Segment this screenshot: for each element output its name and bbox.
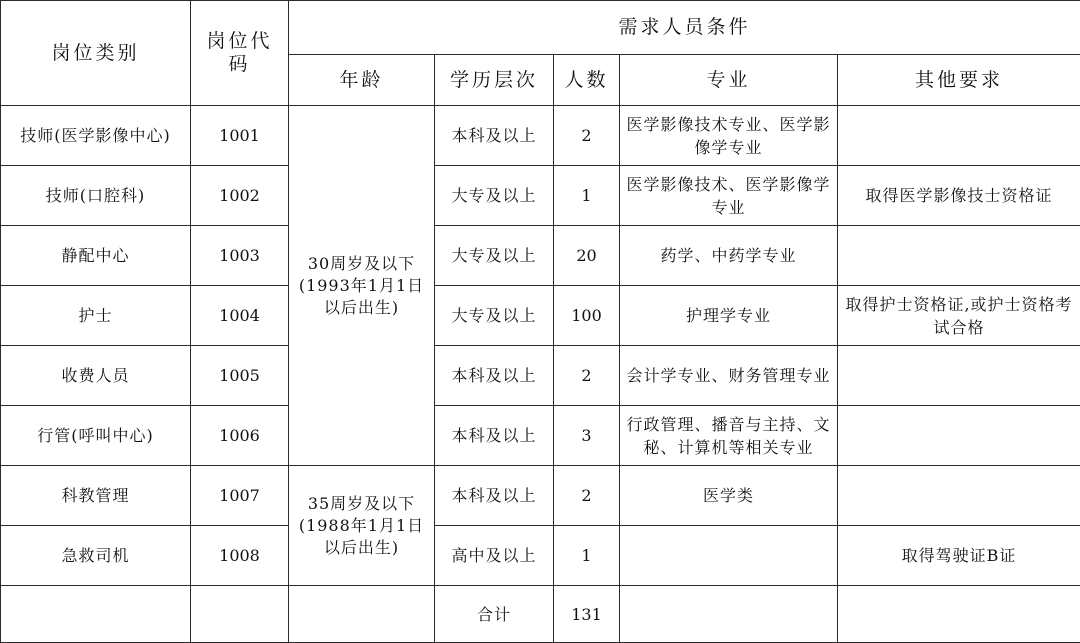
- cell-major: [620, 526, 838, 586]
- cell-age-group-1: [289, 106, 435, 466]
- age-group-1-line2: (1993年1月1日以后出生): [298, 275, 425, 317]
- cell-education: 本科及以上: [435, 106, 554, 166]
- cell-category: 收费人员: [1, 346, 191, 406]
- cell-other: 取得驾驶证B证: [838, 526, 1080, 586]
- cell-other: 取得护士资格证,或护士资格考试合格: [838, 286, 1080, 346]
- cell-code: 1003: [191, 226, 289, 286]
- cell-other: [838, 346, 1080, 406]
- cell-code: 1001: [191, 106, 289, 166]
- header-education: 学历层次: [435, 55, 554, 106]
- cell-code: 1002: [191, 166, 289, 226]
- cell-other: [838, 406, 1080, 466]
- table-row: [1, 526, 1080, 586]
- cell-age-group-2: [289, 466, 435, 586]
- header-count: 人数: [554, 55, 620, 106]
- cell-category: 护士: [1, 286, 191, 346]
- cell-count: 2: [554, 106, 620, 166]
- cell-category: 急救司机: [1, 526, 191, 586]
- header-row-1: [1, 1, 1080, 55]
- cell-count: 1: [554, 526, 620, 586]
- cell-code: 1007: [191, 466, 289, 526]
- cell-education: 本科及以上: [435, 346, 554, 406]
- cell-count: 100: [554, 286, 620, 346]
- table-row: [1, 106, 1080, 166]
- cell-other: [838, 466, 1080, 526]
- header-category: 岗位类别: [1, 1, 191, 106]
- age-group-2-line1: 35周岁及以下: [307, 493, 416, 513]
- cell-education: 大专及以上: [435, 226, 554, 286]
- age-group-1-line1: 30周岁及以下: [307, 253, 416, 273]
- cell-major: 药学、中药学专业: [620, 226, 838, 286]
- cell-count: 1: [554, 166, 620, 226]
- cell-other: [838, 106, 1080, 166]
- table-row: [1, 286, 1080, 346]
- cell-category: 技师(口腔科): [1, 166, 191, 226]
- table-row: [1, 406, 1080, 466]
- cell-category: 行管(呼叫中心): [1, 406, 191, 466]
- table-row: [1, 166, 1080, 226]
- age-group-2-line2: (1988年1月1日以后出生): [298, 515, 425, 557]
- cell-code: 1004: [191, 286, 289, 346]
- cell-count: 2: [554, 346, 620, 406]
- total-empty-cell: [191, 586, 289, 643]
- cell-education: 大专及以上: [435, 166, 554, 226]
- cell-other: [838, 226, 1080, 286]
- cell-major: 医学影像技术、医学影像学专业: [620, 166, 838, 226]
- table-row: [1, 226, 1080, 286]
- cell-other: 取得医学影像技士资格证: [838, 166, 1080, 226]
- cell-major: 行政管理、播音与主持、文秘、计算机等相关专业: [620, 406, 838, 466]
- total-count: 131: [554, 586, 620, 643]
- cell-category: 静配中心: [1, 226, 191, 286]
- cell-education: 大专及以上: [435, 286, 554, 346]
- header-other: 其他要求: [838, 55, 1080, 106]
- table-row: [1, 466, 1080, 526]
- cell-code: 1005: [191, 346, 289, 406]
- total-empty-cell: [620, 586, 838, 643]
- total-empty-cell: [289, 586, 435, 643]
- cell-major: 医学影像技术专业、医学影像学专业: [620, 106, 838, 166]
- cell-count: 2: [554, 466, 620, 526]
- cell-code: 1008: [191, 526, 289, 586]
- cell-category: 技师(医学影像中心): [1, 106, 191, 166]
- header-code: 岗位代码: [191, 1, 289, 106]
- cell-major: 医学类: [620, 466, 838, 526]
- header-age: 年龄: [289, 55, 435, 106]
- total-empty-cell: [838, 586, 1080, 643]
- total-empty-cell: [1, 586, 191, 643]
- cell-education: 高中及以上: [435, 526, 554, 586]
- cell-count: 3: [554, 406, 620, 466]
- total-row: [1, 586, 1080, 643]
- cell-count: 20: [554, 226, 620, 286]
- cell-education: 本科及以上: [435, 466, 554, 526]
- cell-category: 科教管理: [1, 466, 191, 526]
- table-row: [1, 346, 1080, 406]
- cell-code: 1006: [191, 406, 289, 466]
- cell-major: 护理学专业: [620, 286, 838, 346]
- header-major: 专业: [620, 55, 838, 106]
- cell-major: 会计学专业、财务管理专业: [620, 346, 838, 406]
- cell-education: 本科及以上: [435, 406, 554, 466]
- header-requirements-group: 需求人员条件: [289, 1, 1080, 55]
- total-label: 合计: [435, 586, 554, 643]
